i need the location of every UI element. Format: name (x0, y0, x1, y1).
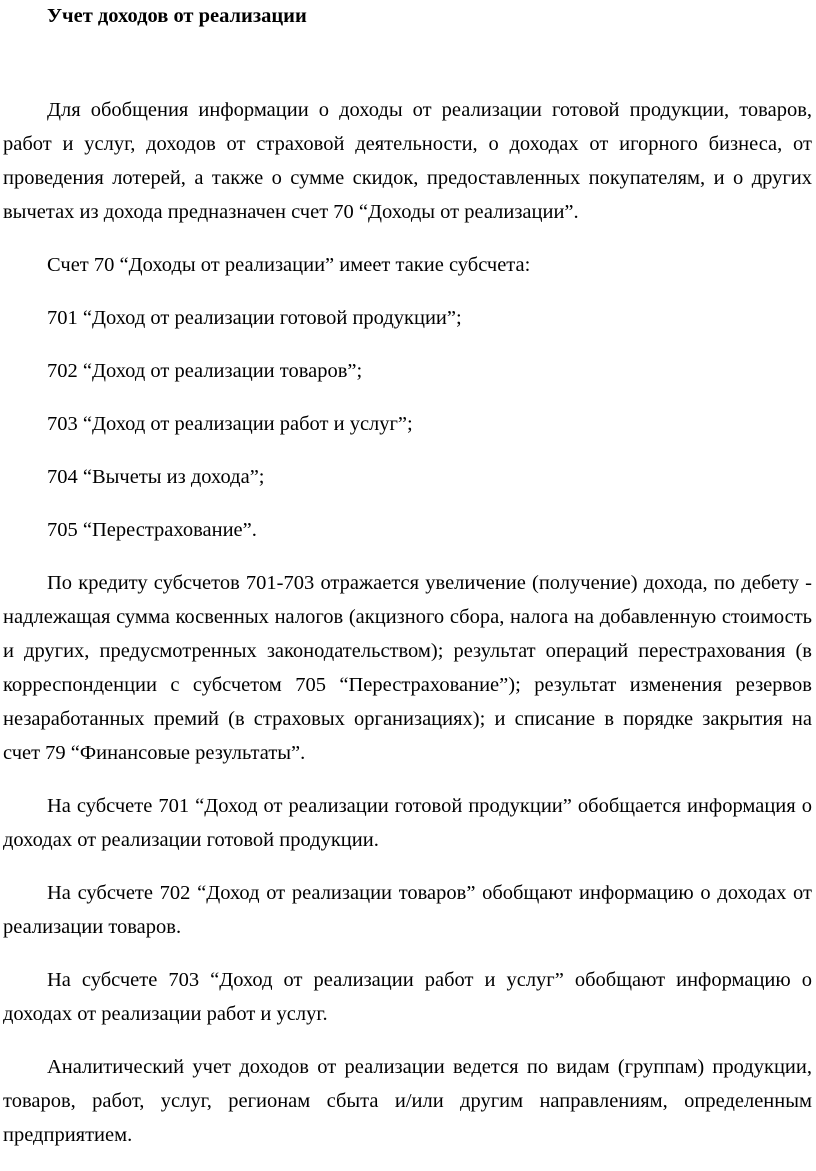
paragraph-subaccount-703: На субсчете 703 “Доход от реализации работ и услуг” обобщают информацию о доходах от реализации работ и услуг. (3, 969, 812, 1025)
subaccount-705: 705 “Перестрахование”. (47, 519, 257, 541)
subaccount-701: 701 “Доход от реализации готовой продукции”; (47, 307, 462, 329)
paragraph-credit-debit: По кредиту субсчетов 701-703 отражается увеличение (получение) дохода, по дебету - надлежащая сумма косвенных налогов (акцизного сбора, налога на добавленную стоимость и других, предусмотренных законодательством); результат операций перестрахования (в корреспонденции с субсчетом 705 “Перестрахование”); результат изменения резервов незаработанных премий (в страховых организациях); и списание в порядке закрытия на счет 79 “Финансовые результаты”. (3, 572, 812, 764)
document-title: Учет доходов от реализации (47, 5, 307, 27)
paragraph-subaccount-701: На субсчете 701 “Доход от реализации готовой продукции” обобщается информация о доходах от реализации готовой продукции. (3, 795, 812, 851)
paragraph-intro: Для обобщения информации о доходы от реализации готовой продукции, товаров, работ и услуг, доходов от страховой деятельности, о доходах от игорного бизнеса, от проведения лотерей, а также о сумме скидок, предоставленных покупателям, и о других вычетах из дохода предназначен счет 70 “Доходы от реализации”. (3, 99, 812, 223)
subaccount-702: 702 “Доход от реализации товаров”; (47, 360, 363, 382)
subaccount-704: 704 “Вычеты из дохода”; (47, 466, 265, 488)
paragraph-subaccounts-heading: Счет 70 “Доходы от реализации” имеет такие субсчета: (47, 254, 531, 276)
paragraph-analytical: Аналитический учет доходов от реализации ведется по видам (группам) продукции, товаров, работ, услуг, регионам сбыта и/или другим направлениям, определенным предприятием. (3, 1056, 812, 1146)
document-body (3, 93, 812, 1171)
paragraph-subaccount-702: На субсчете 702 “Доход от реализации товаров” обобщают информацию о доходах от реализации товаров. (3, 882, 812, 938)
subaccount-703: 703 “Доход от реализации работ и услуг”; (47, 413, 413, 435)
